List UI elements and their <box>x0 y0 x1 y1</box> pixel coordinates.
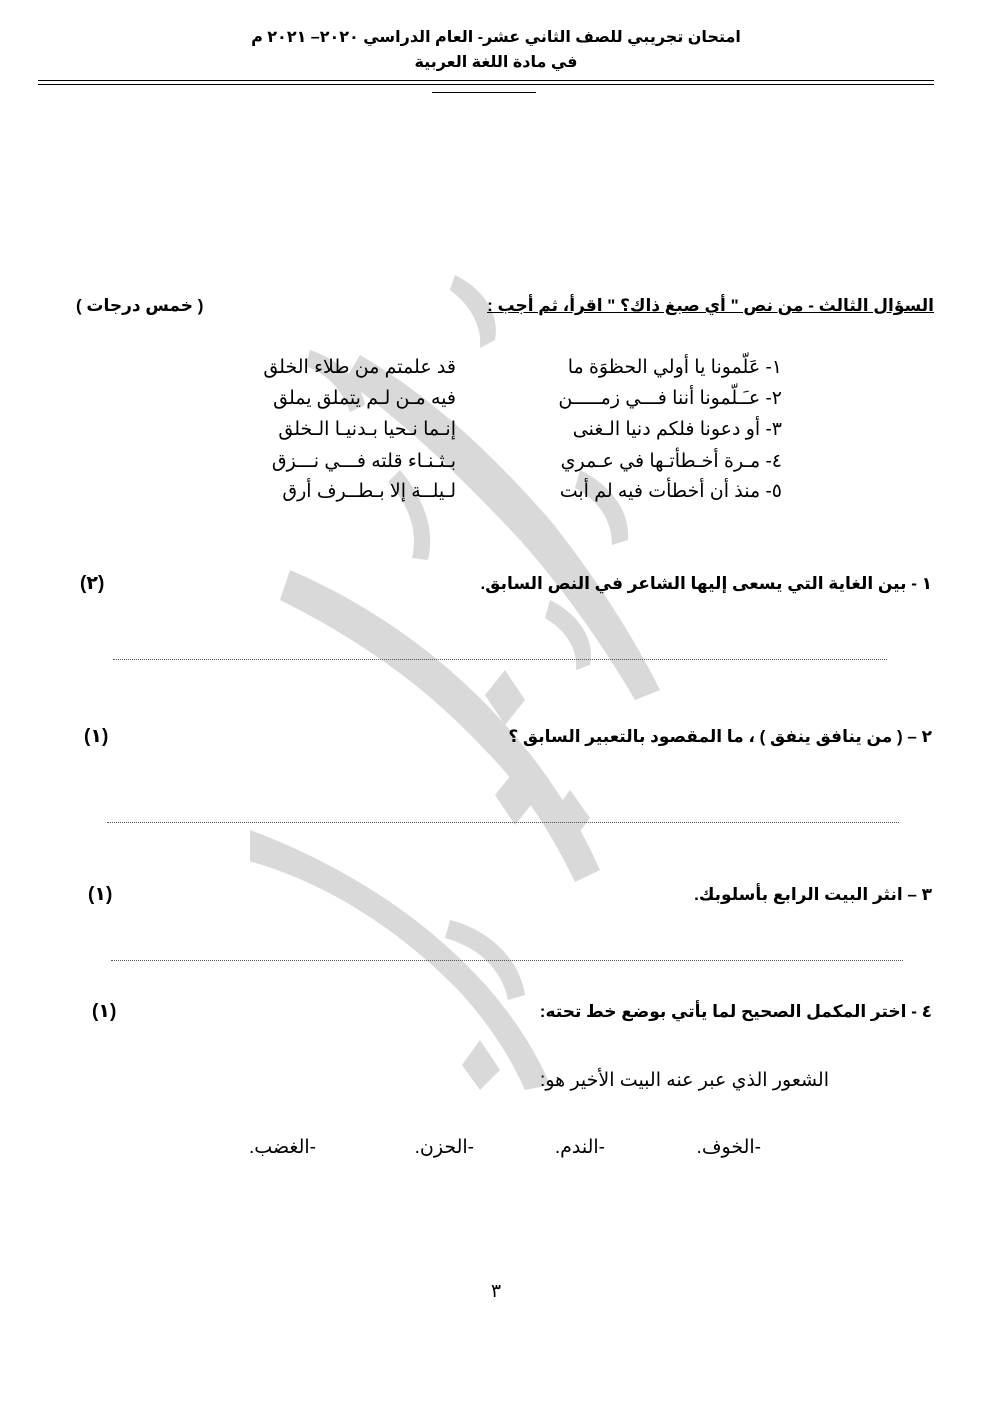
header-rule-bottom <box>38 84 934 85</box>
question-title: السؤال الثالث - من نص " أي صبغ ذاك؟ " اقرأ، ثم أجب : <box>487 296 934 315</box>
exam-subject: في مادة اللغة العربية <box>414 54 578 71</box>
verse-1-first-hemistich: ١- عَلّمونا يا أولي الحظوَة ما <box>567 357 782 378</box>
subquestion-3-mark: (١) <box>88 884 113 905</box>
option-fear[interactable]: -الخوف. <box>696 1137 761 1158</box>
verse-3-second-hemistich: إنـما نـحيا بـدنيـا الـخلق <box>278 419 456 440</box>
answer-line-3[interactable] <box>111 960 903 961</box>
verse-5-first-hemistich: ٥- منذ أن أخطأت فيه لم أبت <box>559 481 782 502</box>
option-regret[interactable]: -الندم. <box>554 1137 605 1158</box>
subquestion-1-mark: (٢) <box>80 573 105 594</box>
header-short-rule <box>432 92 536 93</box>
header-rule-top <box>38 80 934 81</box>
subquestion-2: ٢ – ( من ينافق ينفق ) ، ما المقصود بالتعبير السابق ؟ <box>508 727 932 746</box>
verse-1-second-hemistich: قد علمتم من طلاء الخلق <box>263 357 456 378</box>
answer-line-1[interactable] <box>113 659 887 660</box>
subquestion-4-mark: (١) <box>92 1001 117 1022</box>
subquestion-2-mark: (١) <box>84 726 109 747</box>
verse-4-second-hemistich: بـثـنـاء قلته فـــي نـــزق <box>271 451 456 472</box>
question-marks: ( خمس درجات ) <box>76 296 204 315</box>
verse-2-second-hemistich: فيه مـن لـم يتملق يملق <box>273 388 456 409</box>
option-sadness[interactable]: -الحزن. <box>414 1137 474 1158</box>
verse-2-first-hemistich: ٢- عـَـلّمونا أننا فـــي زمـــــن <box>558 388 782 409</box>
subquestion-4: ٤ - اختر المكمل الصحيح لما يأتي بوضع خط تحته: <box>539 1002 932 1021</box>
verse-4-first-hemistich: ٤- مـرة أخـطأتـها في عـمري <box>560 451 782 472</box>
exam-title: امتحان تجريبي للصف الثاني عشر- العام الدراسي ٢٠٢٠– ٢٠٢١ م <box>251 29 741 46</box>
verse-3-first-hemistich: ٣- أو دعونا فلكم دنيا الـغنى <box>572 419 782 440</box>
page-number: ٣ <box>490 1281 502 1302</box>
option-anger[interactable]: -الغضب. <box>249 1137 316 1158</box>
subquestion-3: ٣ – انثر البيت الرابع بأسلوبك. <box>694 885 932 904</box>
choice-prompt: الشعور الذي عبر عنه البيت الأخير هو: <box>540 1070 829 1091</box>
answer-line-2[interactable] <box>107 822 899 823</box>
verse-5-second-hemistich: لـيلــة إلا بـطــرف أرق <box>282 481 456 502</box>
subquestion-1: ١ - بين الغاية التي يسعى إليها الشاعر في النص السابق. <box>480 574 932 593</box>
